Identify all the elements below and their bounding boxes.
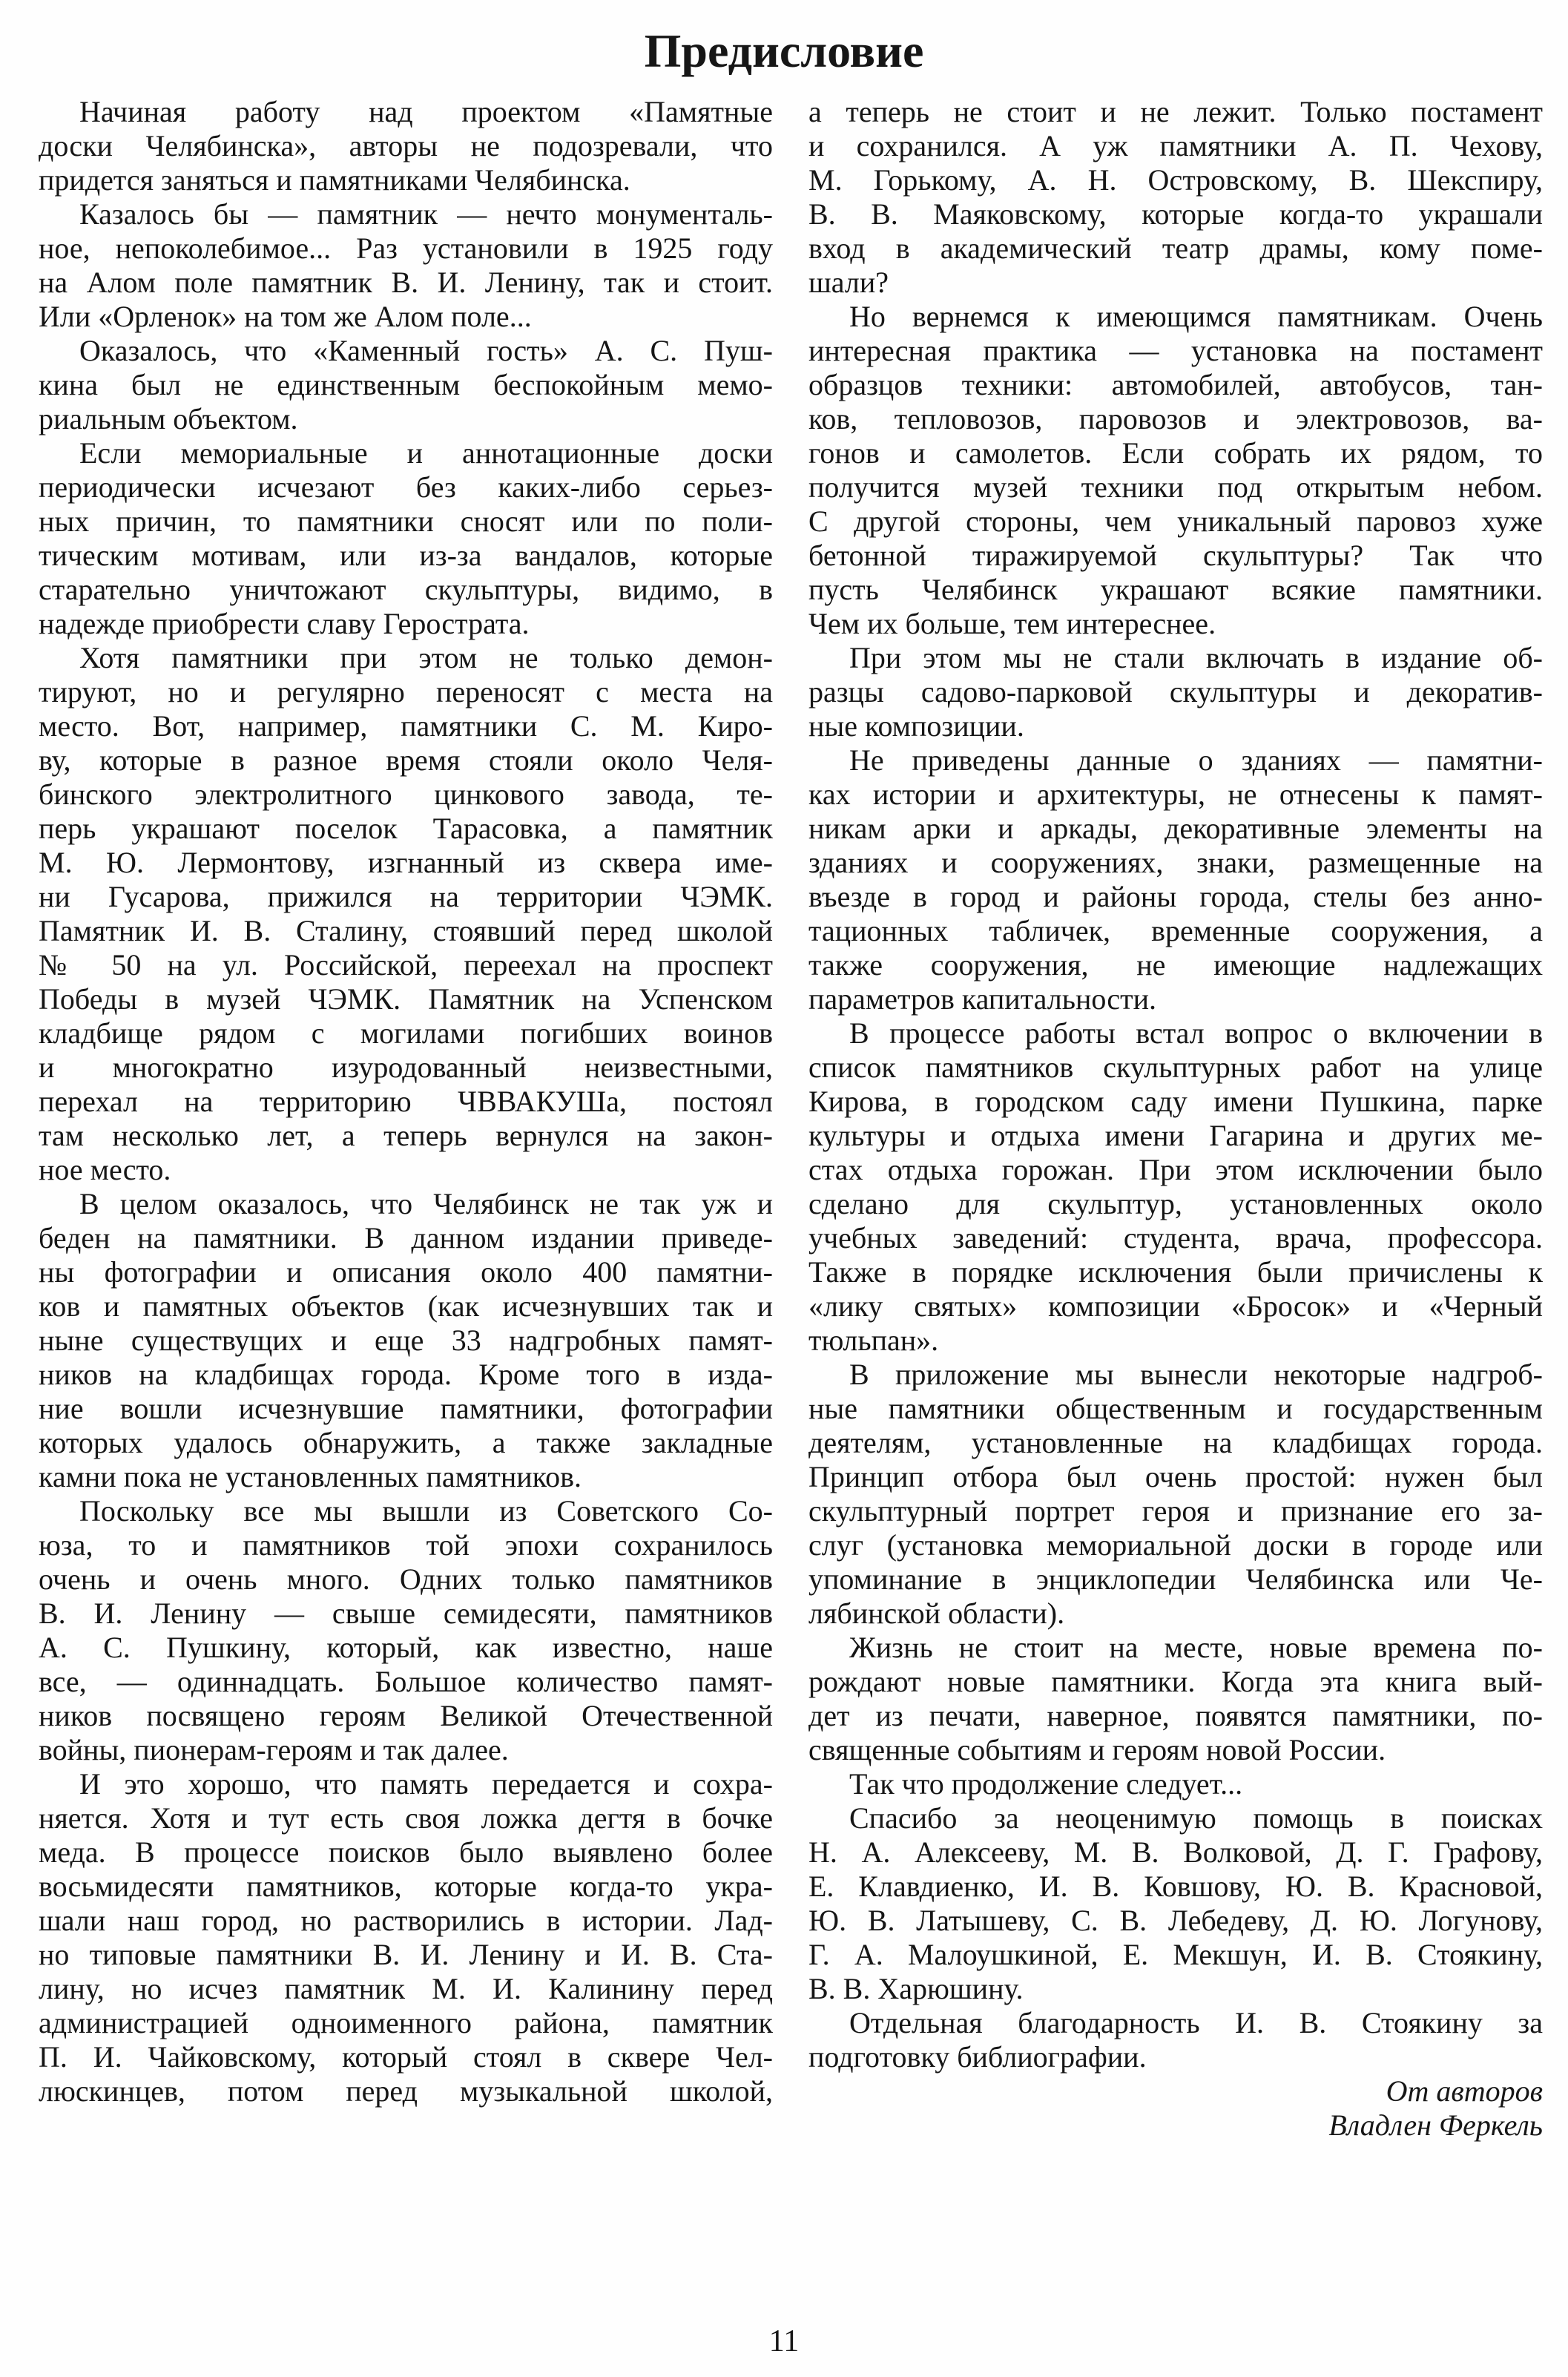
text-line: Н. А. Алексееву, М. В. Волковой, Д. Г. Графову,	[808, 1835, 1543, 1870]
text-line: Кирова, в городском саду имени Пушкина, парке	[808, 1085, 1543, 1119]
text-line: ни Гусарова, прижился на территории ЧЭМК.	[39, 880, 773, 914]
text-line: образцов техники: автомобилей, автобусов, тан-	[808, 368, 1543, 402]
text-line: ны фотографии и описания около 400 памятни-	[39, 1255, 773, 1289]
text-line: надежде приобрести славу Герострата.	[39, 607, 530, 641]
text-line: и многократно изуродованный неизвестными,	[39, 1051, 773, 1085]
text-line: получится музей техники под открытым небом.	[808, 470, 1543, 504]
text-line: «лику святых» композиции «Бросок» и «Черный	[808, 1289, 1543, 1324]
text-line: меда. В процессе поисков было выявлено более	[39, 1835, 773, 1870]
text-line: ные композиции.	[808, 709, 1024, 743]
text-line: деятелям, установленные на кладбищах города.	[808, 1426, 1543, 1460]
text-line: В. И. Ленину — свыше семидесяти, памятников	[39, 1597, 773, 1631]
text-line: перь украшают поселок Тарасовка, а памятник	[39, 812, 773, 846]
text-line: шали наш город, но растворились в истории. Лад-	[39, 1904, 773, 1938]
paragraph	[808, 95, 1543, 300]
text-line: В приложение мы вынесли некоторые надгроб-	[849, 1358, 1543, 1392]
text-line: ках истории и архитектуры, не отнесены к памят-	[808, 777, 1543, 812]
text-line: бетонной тиражируемой скульптуры? Так что	[808, 539, 1543, 573]
text-line: священные событиям и героям новой России.	[808, 1733, 1386, 1767]
text-line: В целом оказалось, что Челябинск не так уж и	[79, 1187, 773, 1221]
text-line: ников посвящено героям Великой Отечественной	[39, 1699, 773, 1733]
text-line: В процессе работы встал вопрос о включении в	[849, 1016, 1543, 1051]
text-line: лябинской области).	[808, 1597, 1065, 1631]
text-line: тационных табличек, временные сооружения, а	[808, 914, 1543, 948]
text-line: ное место.	[39, 1153, 171, 1187]
text-line: ных причин, то памятники сносят или по поли-	[39, 504, 773, 539]
text-line: юза, то и памятников той эпохи сохранилось	[39, 1528, 773, 1562]
paragraph	[808, 1358, 1543, 1631]
text-line: придется заняться и памятниками Челябинска.	[39, 163, 630, 197]
text-line: кладбище рядом с могилами погибших воинов	[39, 1016, 773, 1051]
paragraph	[808, 641, 1543, 743]
text-line: старательно уничтожают скульптуры, видимо, в	[39, 573, 773, 607]
paragraph	[39, 1187, 773, 1494]
text-line: никам арки и аркады, декоративные элементы на	[808, 812, 1543, 846]
text-line: Принцип отбора был очень простой: нужен был	[808, 1460, 1543, 1494]
paragraph	[39, 95, 773, 197]
text-line: Не приведены данные о зданиях — памятни-	[849, 743, 1543, 777]
text-line: разцы садово-парковой скульптуры и декоратив-	[808, 675, 1543, 709]
text-line: которых удалось обнаружить, а также закладные	[39, 1426, 773, 1460]
text-line: там несколько лет, а теперь вернулся на закон-	[39, 1119, 773, 1153]
text-line: интересная практика — установка на постамент	[808, 334, 1543, 368]
text-line: рождают новые памятники. Когда эта книга вый-	[808, 1665, 1543, 1699]
text-line: перехал на территорию ЧВВАКУШа, постоял	[39, 1085, 773, 1119]
text-line: ков, тепловозов, паровозов и электровозов, ва-	[808, 402, 1543, 436]
text-line: очень и очень много. Одних только памятников	[39, 1562, 773, 1597]
left-column	[39, 95, 773, 2143]
page-title: Предисловие	[644, 24, 924, 77]
text-line: Начиная работу над проектом «Памятные	[79, 95, 773, 129]
text-line: ные памятники общественным и государственным	[808, 1392, 1543, 1426]
text-line: культуры и отдыха имени Гагарина и других ме-	[808, 1119, 1543, 1153]
paragraph	[39, 1494, 773, 1767]
text-line: ние вошли исчезнувшие памятники, фотографии	[39, 1392, 773, 1426]
text-line: Казалось бы — памятник — нечто монументаль-	[79, 197, 773, 231]
text-line: Г. А. Малоушкиной, Е. Мекшун, И. В. Стоякину,	[808, 1938, 1543, 1972]
paragraph	[808, 1801, 1543, 2006]
page-number: 11	[768, 2324, 800, 2358]
text-line: тюльпан».	[808, 1324, 939, 1358]
text-line: Ю. В. Латышеву, С. В. Лебедеву, Д. Ю. Логунову,	[808, 1904, 1543, 1938]
right-column	[808, 95, 1543, 2143]
paragraph	[39, 641, 773, 1187]
text-line: слуг (установка мемориальной доски в городе или	[808, 1528, 1543, 1562]
text-line: Но вернемся к имеющимся памятникам. Очень	[849, 300, 1543, 334]
text-line: Победы в музей ЧЭМК. Памятник на Успенском	[39, 982, 773, 1016]
text-line: лину, но исчез памятник М. И. Калинину перед	[39, 1972, 773, 2006]
text-line: Е. Клавдиенко, И. В. Ковшову, Ю. В. Красновой,	[808, 1870, 1543, 1904]
paragraph	[808, 2006, 1543, 2074]
paragraph	[808, 1631, 1543, 1767]
text-line: А. С. Пушкину, который, как известно, наше	[39, 1631, 773, 1665]
text-line: Жизнь не стоит на месте, новые времена по-	[849, 1631, 1543, 1665]
paragraph	[808, 1767, 1543, 1801]
paragraph	[808, 300, 1543, 641]
text-line: От авторов	[1386, 2074, 1543, 2108]
text-line: Или «Орленок» на том же Алом поле...	[39, 300, 532, 334]
text-line: няется. Хотя и тут есть своя ложка дегтя в бочке	[39, 1801, 773, 1835]
text-line: скульптурный портрет героя и признание его за-	[808, 1494, 1543, 1528]
text-line: Если мемориальные и аннотационные доски	[79, 436, 773, 470]
text-line: П. И. Чайковскому, который стоял в сквере Чел-	[39, 2040, 773, 2074]
text-line: Оказалось, что «Каменный гость» А. С. Пуш-	[79, 334, 773, 368]
text-line: М. Горькому, А. Н. Островскому, В. Шекспиру,	[808, 163, 1543, 197]
text-line: тическим мотивам, или из-за вандалов, которые	[39, 539, 773, 573]
text-line: Также в порядке исключения были причислены к	[808, 1255, 1543, 1289]
text-line: стах отдыха горожан. При этом исключении было	[808, 1153, 1543, 1187]
text-columns	[0, 77, 1568, 2143]
text-line: люскинцев, потом перед музыкальной школой,	[39, 2074, 773, 2108]
text-line: С другой стороны, чем уникальный паровоз хуже	[808, 504, 1543, 539]
text-line: М. Ю. Лермонтову, изгнанный из сквера име-	[39, 846, 773, 880]
text-line: гонов и самолетов. Если собрать их рядом, то	[808, 436, 1543, 470]
text-line: ное, непоколебимое... Раз установили в 1925 году	[39, 231, 773, 266]
paragraph	[39, 334, 773, 436]
paragraph	[808, 743, 1543, 1016]
text-line: ныне существущих и еще 33 надгробных памят-	[39, 1324, 773, 1358]
text-line: Чем их больше, тем интереснее.	[808, 607, 1216, 641]
text-line: дет из печати, наверное, появятся памятники, по-	[808, 1699, 1543, 1733]
text-line: и сохранился. А уж памятники А. П. Чехову,	[808, 129, 1543, 163]
text-line: учебных заведений: студента, врача, профессора.	[808, 1221, 1543, 1255]
text-line: И это хорошо, что память передается и сохра-	[79, 1767, 773, 1801]
text-line: камни пока не установленных памятников.	[39, 1460, 582, 1494]
author-signature	[808, 2074, 1543, 2143]
text-line: упоминание в энциклопедии Челябинска или Че-	[808, 1562, 1543, 1597]
text-line: При этом мы не стали включать в издание об-	[849, 641, 1543, 675]
text-line: восьмидесяти памятников, которые когда-то укра-	[39, 1870, 773, 1904]
text-line: Спасибо за неоценимую помощь в поисках	[849, 1801, 1543, 1835]
text-line: также сооружения, не имеющие надлежащих	[808, 948, 1543, 982]
text-line: Поскольку все мы вышли из Советского Со-	[79, 1494, 773, 1528]
text-line: шали?	[808, 266, 889, 300]
text-line: сделано для скульптур, установленных около	[808, 1187, 1543, 1221]
text-line: В. В. Маяковскому, которые когда-то украшали	[808, 197, 1543, 231]
text-line: периодически исчезают без каких-либо серьез-	[39, 470, 773, 504]
text-line: ков и памятных объектов (как исчезнувших так и	[39, 1289, 773, 1324]
text-line: место. Вот, например, памятники С. М. Киро-	[39, 709, 773, 743]
text-line: въезде в город и районы города, стелы без анно-	[808, 880, 1543, 914]
text-line: параметров капитальности.	[808, 982, 1157, 1016]
text-line: беден на памятники. В данном издании приведе-	[39, 1221, 773, 1255]
text-line: все, — одиннадцать. Большое количество памят-	[39, 1665, 773, 1699]
text-line: Владлен Феркель	[1328, 2108, 1543, 2143]
paragraph	[808, 1016, 1543, 1358]
text-line: № 50 на ул. Российской, переехал на проспект	[39, 948, 773, 982]
text-line: список памятников скульптурных работ на улице	[808, 1051, 1543, 1085]
text-line: войны, пионерам-героям и так далее.	[39, 1733, 509, 1767]
text-line: кина был не единственным беспокойным мемо-	[39, 368, 773, 402]
text-line: риальным объектом.	[39, 402, 298, 436]
text-line: тируют, но и регулярно переносят с места на	[39, 675, 773, 709]
text-line: вход в академический театр драмы, кому поме-	[808, 231, 1543, 266]
text-line: ву, которые в разное время стояли около Челя-	[39, 743, 773, 777]
text-line: но типовые памятники В. И. Ленину и И. В. Ста-	[39, 1938, 773, 1972]
text-line: Хотя памятники при этом не только демон-	[79, 641, 773, 675]
text-line: администрацией одноименного района, памятник	[39, 2006, 773, 2040]
paragraph	[39, 436, 773, 641]
text-line: пусть Челябинск украшают всякие памятники.	[808, 573, 1543, 607]
text-line: Отдельная благодарность И. В. Стоякину за	[849, 2006, 1543, 2040]
text-line: зданиях и сооружениях, знаки, размещенные на	[808, 846, 1543, 880]
paragraph	[39, 197, 773, 334]
text-line: ников на кладбищах города. Кроме того в изда-	[39, 1358, 773, 1392]
paragraph	[39, 1767, 773, 2108]
text-line: Так что продолжение следует...	[849, 1767, 1243, 1801]
text-line: подготовку библиографии.	[808, 2040, 1147, 2074]
text-line: на Алом поле памятник В. И. Ленину, так и стоит.	[39, 266, 773, 300]
text-line: бинского электролитного цинкового завода, те-	[39, 777, 773, 812]
text-line: а теперь не стоит и не лежит. Только постамент	[808, 95, 1543, 129]
text-line: доски Челябинска», авторы не подозревали, что	[39, 129, 773, 163]
text-line: Памятник И. В. Сталину, стоявший перед школой	[39, 914, 773, 948]
text-line: В. В. Харюшину.	[808, 1972, 1024, 2006]
